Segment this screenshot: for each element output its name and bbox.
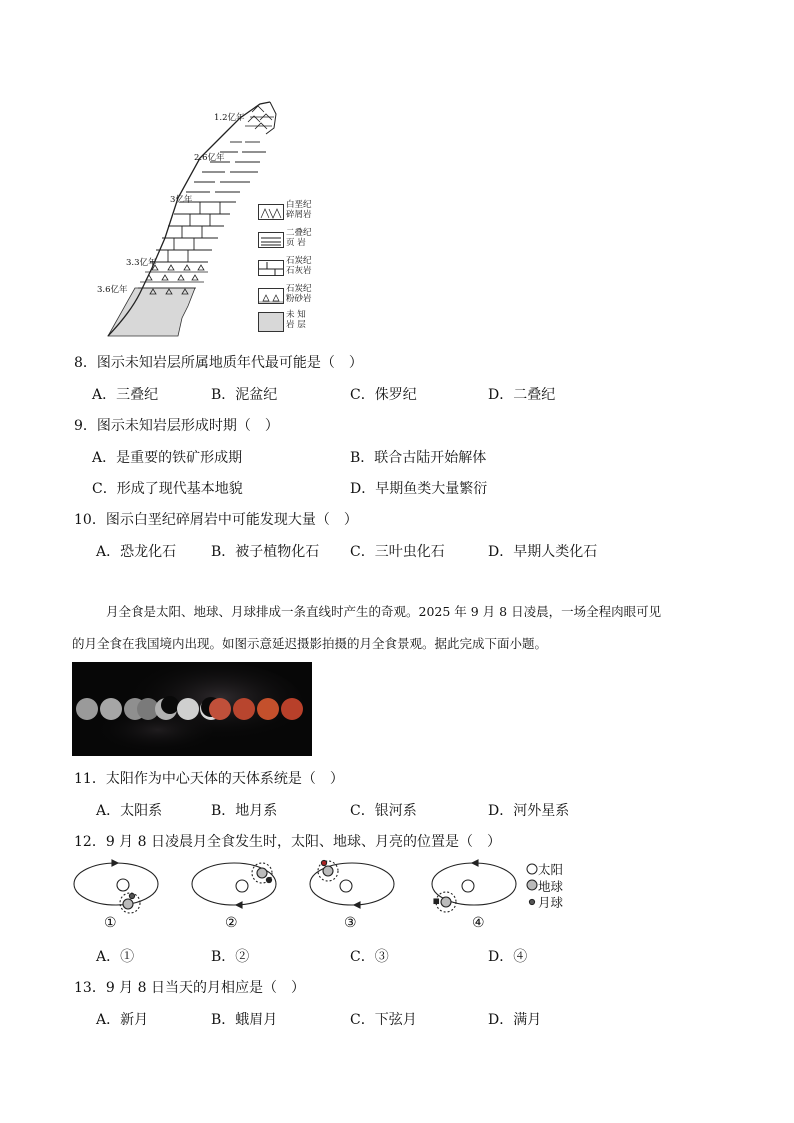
orbit-label-2: ② [225,915,238,931]
orbit-label-4: ④ [472,915,485,931]
orbit-diagrams [68,856,558,916]
legend-label-2b: 页 岩 [286,238,306,248]
age-label-4: 3.3亿年 [126,258,157,268]
legend-swatch-shale [258,232,284,248]
q11-stem: 11．太阳作为中心天体的天体系统是（ ） [74,771,344,787]
age-label-5: 3.6亿年 [97,285,128,295]
q12-option-b[interactable]: B．② [211,949,250,965]
q9-option-d[interactable]: D．早期鱼类大量繁衍 [350,481,488,497]
legend-label-1b: 碎屑岩 [286,210,312,220]
age-label-2: 2.6亿年 [194,153,225,163]
q10-option-a[interactable]: A．恐龙化石 [96,544,177,560]
legend-label-2a: 二叠纪 [286,228,312,238]
q9-option-a[interactable]: A．是重要的铁矿形成期 [92,450,243,466]
legend-sun-label: 太阳 [538,862,564,877]
q11-option-d[interactable]: D．河外星系 [488,803,570,819]
q12-stem: 12．9 月 8 日凌晨月全食发生时，太阳、地球、月亮的位置是（ ） [74,834,501,850]
legend-label-3b: 石灰岩 [286,266,312,276]
q11-option-b[interactable]: B．地月系 [211,803,278,819]
q8-option-c[interactable]: C．侏罗纪 [350,387,417,403]
legend-moon-label: 月球 [538,895,564,910]
legend-label-1a: 白垩纪 [286,200,312,210]
legend-swatch-clastic [258,204,284,220]
q10-option-d[interactable]: D．早期人类化石 [488,544,598,560]
q8-option-d[interactable]: D．二叠纪 [488,387,556,403]
orbit-label-3: ③ [344,915,357,931]
intro-line-2: 的月全食在我国境内出现。如图示意延迟摄影拍摄的月全食景观。据此完成下面小题。 [72,636,548,651]
legend-label-4b: 粉砂岩 [286,294,312,304]
legend-swatch-unknown [258,312,284,332]
q13-option-b[interactable]: B．蛾眉月 [211,1012,278,1028]
legend-label-5a: 未 知 [286,310,306,320]
q8-stem: 8．图示未知岩层所属地质年代最可能是（ ） [74,355,363,371]
q10-stem: 10．图示白垩纪碎屑岩中可能发现大量（ ） [74,512,358,528]
legend-swatch-siltstone [258,288,284,304]
q12-option-c[interactable]: C．③ [350,949,389,965]
legend-swatch-limestone [258,260,284,276]
age-label-1: 1.2亿年 [214,113,245,123]
legend-label-3a: 石炭纪 [286,256,312,266]
strata-legend [258,200,338,335]
orbit-legend [538,862,563,912]
age-label-3: 3亿年 [170,195,193,205]
q13-option-d[interactable]: D．满月 [488,1012,542,1028]
q13-stem: 13．9 月 8 日当天的月相应是（ ） [74,980,305,996]
legend-earth-label: 地球 [538,878,564,894]
q9-option-c[interactable]: C．形成了现代基本地貌 [92,481,243,497]
orbit-label-1: ① [104,915,117,931]
q8-option-b[interactable]: B．泥盆纪 [211,387,278,403]
legend-label-5b: 岩 层 [286,320,306,330]
intro-line-1: 月全食是太阳、地球、月球排成一条直线时产生的奇观。2025 年 9 月 8 日凌晨，一场全程肉眼可见 [106,604,662,619]
q11-option-a[interactable]: A．太阳系 [96,803,163,819]
lunar-eclipse-photo [72,662,312,756]
legend-label-4a: 石炭纪 [286,284,312,294]
q9-option-b[interactable]: B．联合古陆开始解体 [350,450,487,466]
q13-option-a[interactable]: A．新月 [96,1012,149,1028]
q10-option-b[interactable]: B．被子植物化石 [211,544,320,560]
q12-option-a[interactable]: A．① [96,949,135,965]
q10-option-c[interactable]: C．三叶虫化石 [350,544,445,560]
q13-option-c[interactable]: C．下弦月 [350,1012,417,1028]
q12-option-d[interactable]: D．④ [488,949,528,965]
q8-option-a[interactable]: A．三叠纪 [92,387,159,403]
q9-stem: 9．图示未知岩层形成时期（ ） [74,418,279,434]
q11-option-c[interactable]: C．银河系 [350,803,417,819]
